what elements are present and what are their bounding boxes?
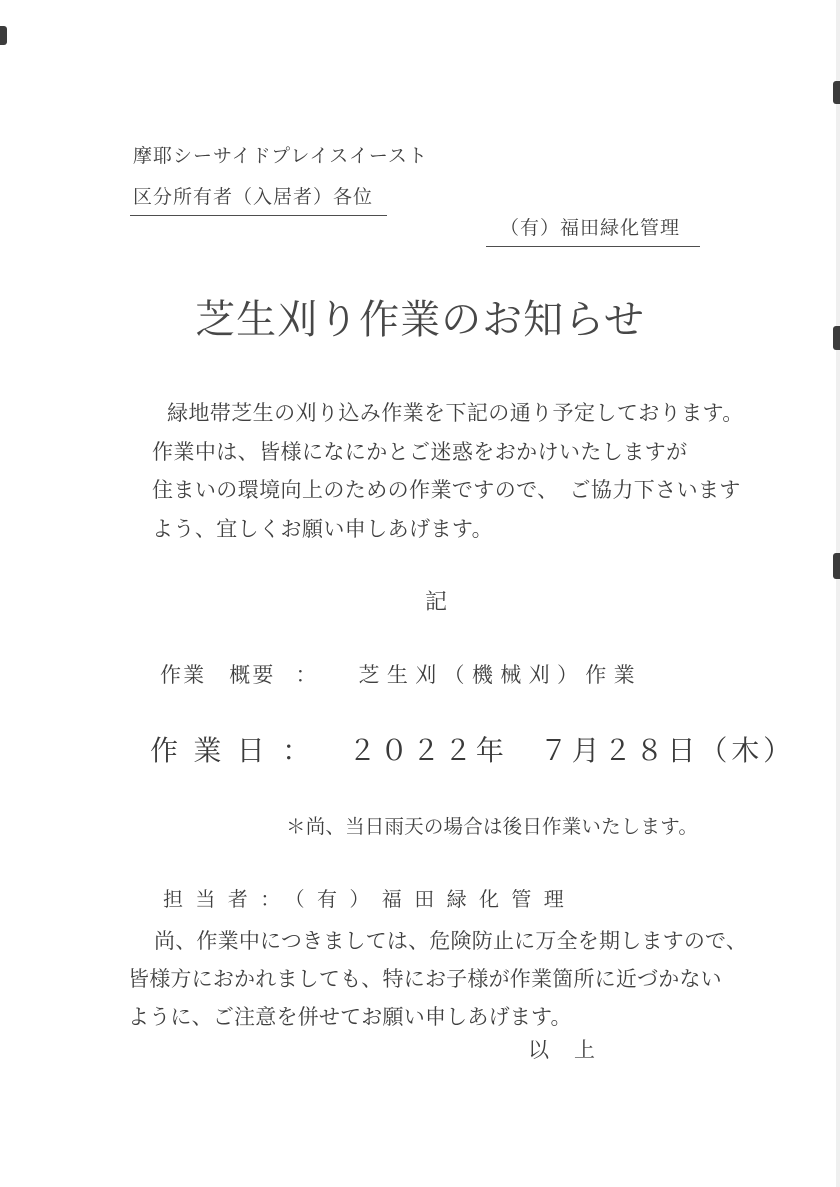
caution-line: ように、ご注意を併せてお願い申しあげます。	[128, 1005, 572, 1029]
work-date-separator: ：	[282, 734, 311, 767]
scan-artifact-mark	[833, 326, 840, 350]
greeting-line: 住まいの環境向上のための作業ですので、 ご協力下さいます	[152, 478, 741, 502]
contact-row	[163, 883, 576, 912]
work-date-value: ２０２２年 ７月２８日（木）	[348, 734, 796, 767]
contact-value: （有）福田緑化管理	[294, 887, 577, 911]
caution-line: 尚、作業中につきましては、危険防止に万全を期しますので、	[154, 929, 748, 953]
contact-label: 担当者：	[163, 887, 293, 911]
work-summary-separator: ：	[295, 663, 317, 687]
caution-paragraph	[128, 922, 747, 1036]
scan-artifact-mark	[833, 553, 840, 579]
scan-artifact-mark	[0, 26, 7, 45]
greeting-line: よう、宜しくお願い申しあげます。	[152, 516, 494, 541]
rain-note: ＊尚、当日雨天の場合は後日作業いたします。	[286, 815, 699, 838]
greeting-line: 作業中は、皆様になにかとご迷惑をおかけいたしますが	[152, 439, 688, 464]
scan-artifact-mark	[833, 81, 840, 104]
building-name: 摩耶シーサイドプレイスイースト	[133, 145, 428, 167]
scan-edge-shading	[836, 0, 840, 1187]
greeting-line: 緑地帯芝生の刈り込み作業を下記の通り予定しております。	[167, 401, 744, 425]
work-date-label: 作業日	[150, 734, 281, 767]
work-summary-label: 作業 概要	[160, 663, 276, 687]
page-title: 芝生刈り作業のお知らせ	[195, 297, 645, 343]
work-date-row	[150, 729, 795, 769]
sender-company: （有）福田緑化管理	[486, 213, 700, 247]
work-summary-value: 芝生刈（機械刈）作業	[358, 663, 642, 687]
record-marker: 記	[424, 590, 447, 615]
caution-line: 皆様方におかれましても、特にお子様が作業箇所に近づかない	[128, 967, 722, 991]
addressee-line: 区分所有者（入居者）各位	[130, 182, 387, 216]
work-summary-row	[160, 659, 642, 689]
greeting-paragraph	[152, 394, 744, 548]
closing-marker: 以 上	[528, 1038, 597, 1062]
